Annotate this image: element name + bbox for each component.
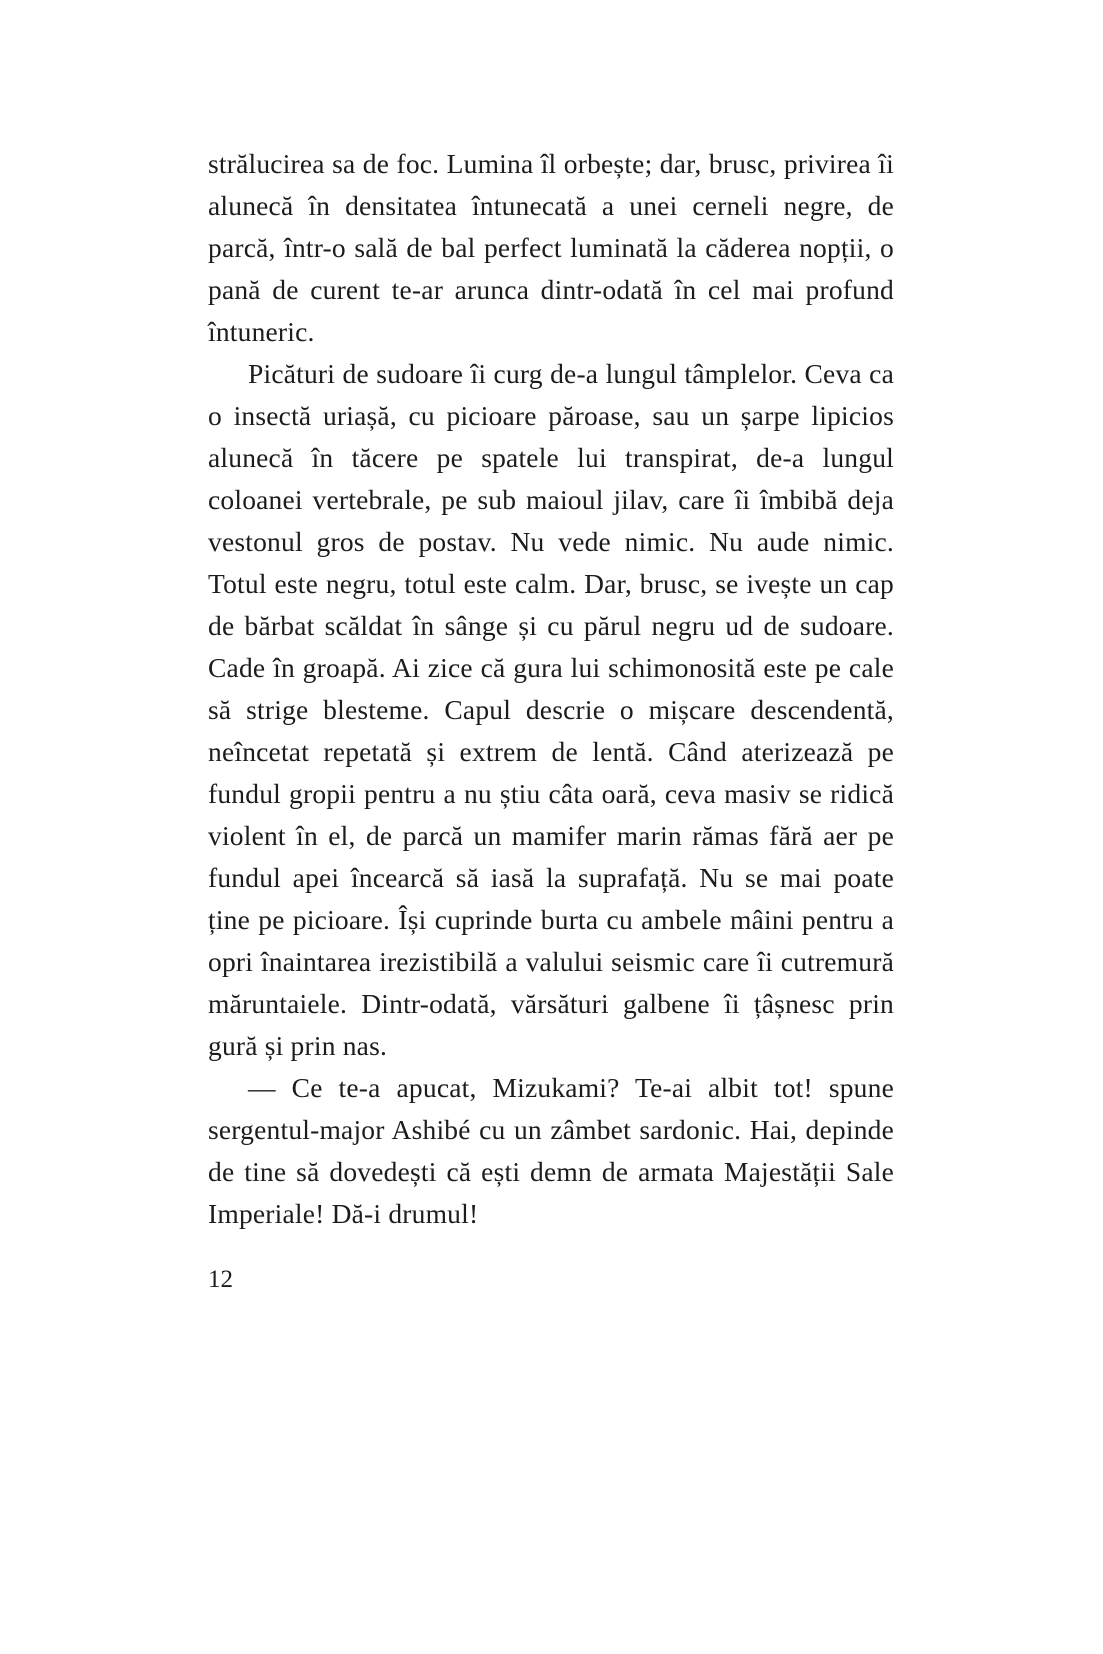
body-paragraph: strălucirea sa de foc. Lumina îl orbește; dar, brusc, privirea îi alunecă în densitatea întunecată a unei cerneli negre, de parcă, într-o sală de bal perfect luminată la căderea nopții, o pană de curent te-ar arunca dintr-odată în cel mai profund întuneric. (208, 148, 894, 347)
body-paragraph: — Ce te-a apucat, Mizukami? Te-ai albit tot! spune sergentul-major Ashibé cu un zâmbet sardonic. Hai, depinde de tine să dovedești că ești demn de armata Majestății Sale Imperiale! Dă-i drumul! (208, 1072, 894, 1229)
page-number: 12 (208, 1266, 233, 1293)
text-block (208, 143, 894, 1235)
body-paragraph: Picături de sudoare îi curg de-a lungul tâmplelor. Ceva ca o insectă uriașă, cu picioare păroase, sau un șarpe lipicios alunecă în tăcere pe spatele lui transpirat, de-a lungul coloanei vertebrale, pe sub maioul jilav, care îi îmbibă deja vestonul gros de postav. Nu vede nimic. Nu aude nimic. Totul este negru, totul este calm. Dar, brusc, se ivește un cap de bărbat scăldat în sânge și cu părul negru ud de sudoare. Cade în groapă. Ai zice că gura lui schimonosită este pe cale să strige blesteme. Capul descrie o mișcare descendentă, neîncetat repetată și extrem de lentă. Când aterizează pe fundul gropii pentru a nu știu câta oară, ceva masiv se ridică violent în el, de parcă un mamifer marin rămas fără aer pe fundul apei încearcă să iasă la suprafață. Nu se mai poate ține pe picioare. Își cuprinde burta cu ambele mâini pentru a opri înaintarea irezistibilă a valului seismic care îi cutremură măruntaiele. Dintr-odată, vărsături galbene îi țâșnesc prin gură și prin nas. (208, 358, 894, 1061)
